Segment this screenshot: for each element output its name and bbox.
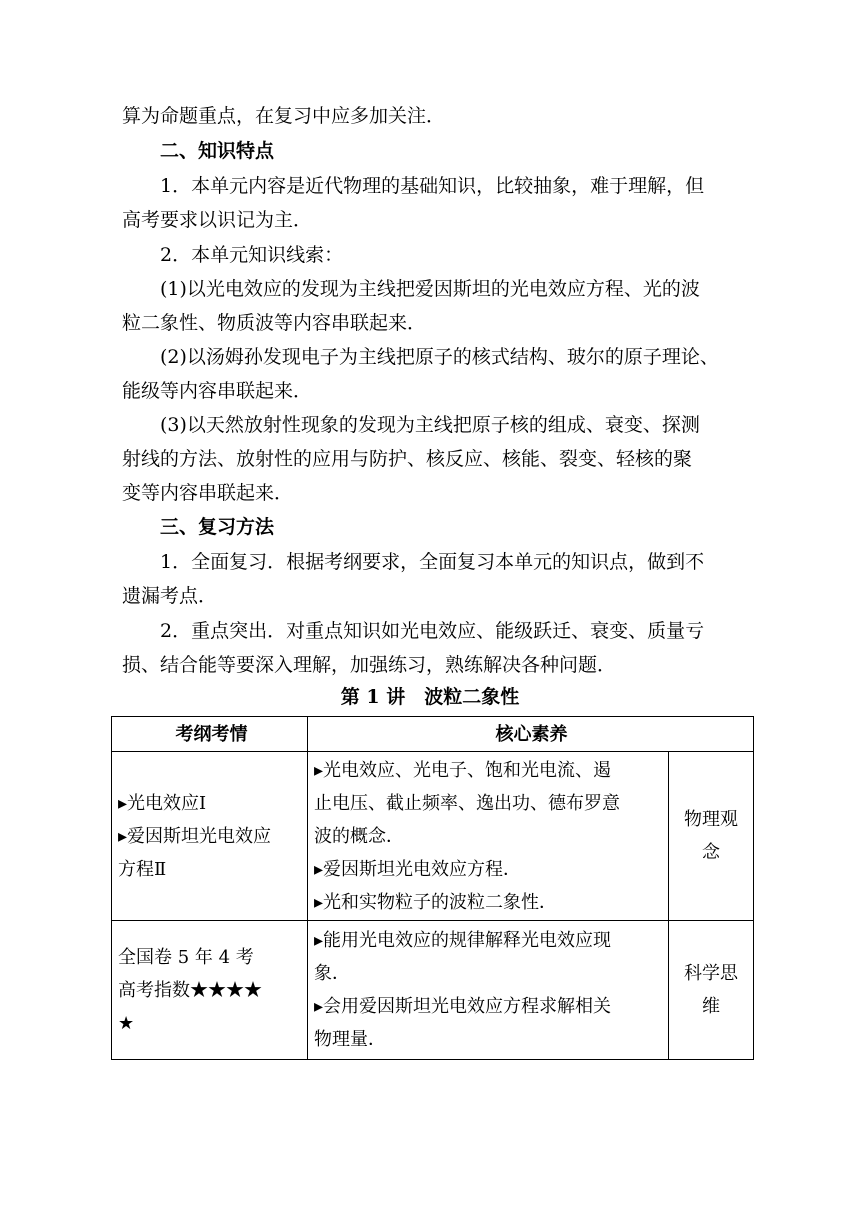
paragraph-7-line2: 损、结合能等要深入理解，加强练习，熟练解决各种问题． <box>122 654 617 676</box>
cell-literacy-category: 物理观 念 <box>669 752 754 921</box>
cell-core-content: ▸能用光电效应的规律解释光电效应现 象． ▸会用爱因斯坦光电效应方程求解相关 物理量． <box>308 921 669 1060</box>
paragraph-4-line1: (2)以汤姆孙发现电子为主线把原子的核式结构、玻尔的原子理论、 <box>160 346 719 368</box>
syllabus-table <box>111 716 754 1060</box>
section-heading-methods: 三、复习方法 <box>160 516 275 538</box>
section-heading-knowledge: 二、知识特点 <box>160 140 275 162</box>
lecture-title: 第 1 讲 波粒二象性 <box>340 686 520 708</box>
paragraph-6-line1: 1．全面复习．根据考纲要求，全面复习本单元的知识点，做到不 <box>160 551 705 573</box>
paragraph-7-line1: 2．重点突出．对重点知识如光电效应、能级跃迁、衰变、质量亏 <box>160 620 705 642</box>
table-row <box>112 752 754 921</box>
paragraph-1-line1: 1．本单元内容是近代物理的基础知识，比较抽象，难于理解，但 <box>160 175 705 197</box>
cell-literacy-category: 科学思 维 <box>669 921 754 1060</box>
paragraph-5-line3: 变等内容串联起来． <box>122 482 294 504</box>
paragraph-5-line1: (3)以天然放射性现象的发现为主线把原子核的组成、衰变、探测 <box>160 414 700 436</box>
cell-syllabus-points: ▸光电效应Ⅰ ▸爱因斯坦光电效应 方程Ⅱ <box>112 752 308 921</box>
paragraph-6-line2: 遗漏考点． <box>122 585 218 607</box>
cell-exam-frequency: 全国卷 5 年 4 考 高考指数★★★★ ★ <box>112 921 308 1060</box>
table-header-row <box>112 717 754 752</box>
paragraph-1-line2: 高考要求以识记为主． <box>122 209 313 231</box>
paragraph-intro-end: 算为命题重点，在复习中应多加关注． <box>122 105 446 127</box>
header-core-literacy: 核心素养 <box>308 717 754 752</box>
paragraph-4-line2: 能级等内容串联起来． <box>122 380 313 402</box>
paragraph-2: 2．本单元知识线索： <box>160 244 344 266</box>
paragraph-3-line2: 粒二象性、物质波等内容串联起来． <box>122 312 427 334</box>
header-syllabus: 考纲考情 <box>112 717 308 752</box>
paragraph-5-line2: 射线的方法、放射性的应用与防护、核反应、核能、裂变、轻核的聚 <box>122 448 693 470</box>
table-row <box>112 921 754 1060</box>
cell-core-content: ▸光电效应、光电子、饱和光电流、遏 止电压、截止频率、逸出功、德布罗意 波的概念． ▸爱因斯坦光电效应方程． ▸光和实物粒子的波粒二象性． <box>308 752 669 921</box>
paragraph-3-line1: (1)以光电效应的发现为主线把爱因斯坦的光电效应方程、光的波 <box>160 278 700 300</box>
